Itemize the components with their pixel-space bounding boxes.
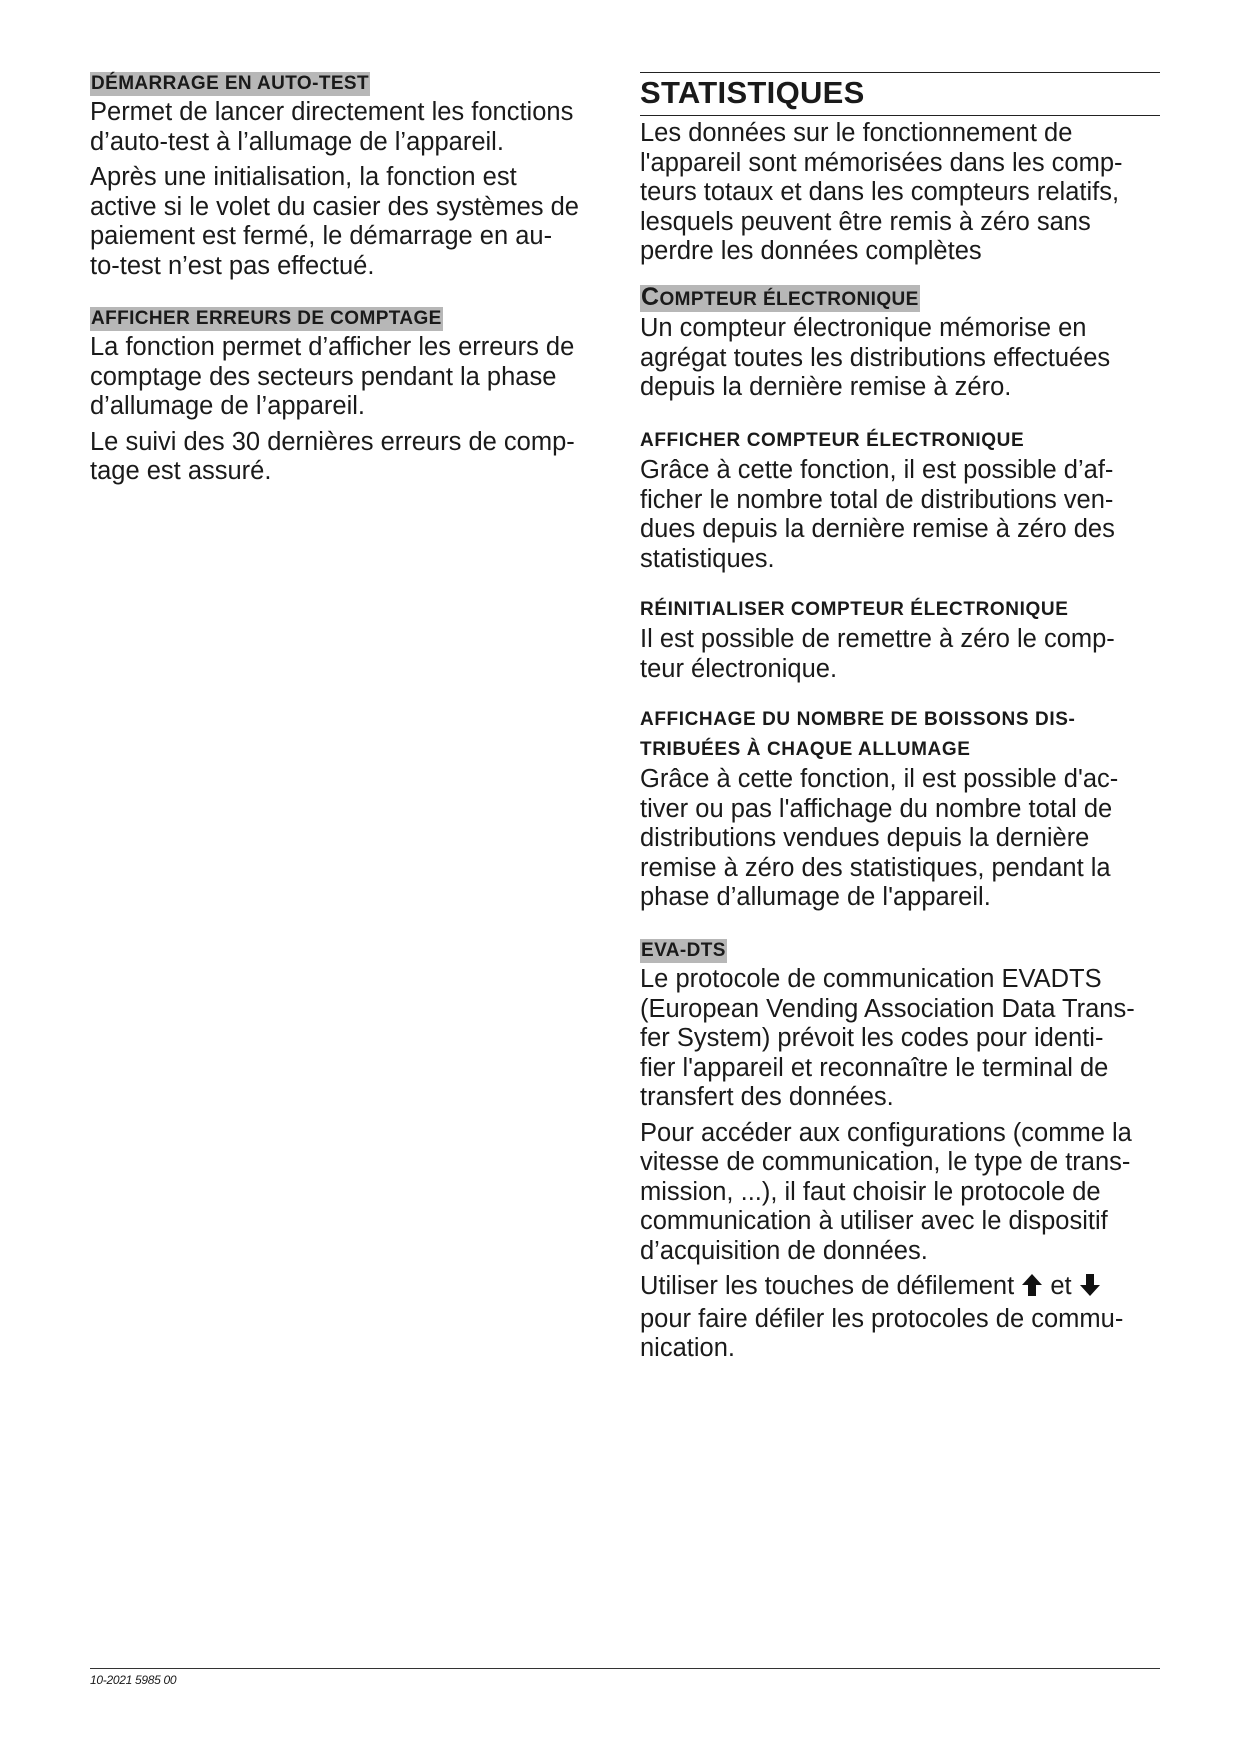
minor-heading: AFFICHER COMPTEUR ÉLECTRONIQUE: [640, 430, 1025, 451]
section-heading: DÉMARRAGE EN AUTO-TEST: [91, 73, 369, 94]
section-autotest: [90, 72, 606, 287]
paragraph: Les données sur le fonctionnement de l'appareil sont mémorisées dans les comp- teurs totaux et dans les compteurs relatifs, lesquels peuvent être remis à zéro sans perdre les données complètes: [640, 119, 1123, 265]
paragraph: Pour accéder aux configurations (comme la vitesse de communication, le type de trans- mission, ...), il faut choisir le protocole de communication à utiliser avec le dispositif d’acquisition de données.: [640, 1118, 1132, 1265]
statistics-intro: [640, 119, 1160, 273]
paragraph: Grâce à cette fonction, il est possible d'ac- tiver ou pas l'affichage du nombre total de distributions vendues depuis la dernière remise à zéro des statistiques, pendant la phase d’allumage de l'appareil.: [640, 765, 1119, 911]
section-errors: [90, 307, 606, 493]
minor-heading: RÉINITIALISER COMPTEUR ÉLECTRONIQUE: [640, 599, 1069, 620]
paragraph: La fonction permet d’afficher les erreurs de comptage des secteurs pendant la phase d’allumage de l’appareil.: [90, 333, 575, 420]
arrow-down-icon: [1079, 1273, 1101, 1305]
arrow-up-icon: [1021, 1273, 1043, 1305]
section-heading: COMPTEUR ÉLECTRONIQUE: [641, 283, 919, 311]
paragraph: Le suivi des 30 dernières erreurs de comp- tage est assuré.: [90, 427, 575, 485]
footer-divider: [90, 1668, 1160, 1669]
section-drinks-display: [640, 705, 1160, 919]
section-heading: AFFICHER ERREURS DE COMPTAGE: [91, 308, 442, 329]
section-show-counter: [640, 426, 1160, 580]
paragraph: Grâce à cette fonction, il est possible d’af- ficher le nombre total de distributions ven- dues depuis la dernière remise à zéro des statistiques.: [640, 456, 1115, 573]
paragraph: Après une initialisation, la fonction est active si le volet du casier des systèmes de paiement est fermé, le démarrage en au- to-test n’est pas effectué.: [90, 163, 579, 280]
document-code: 10-2021 5985 00: [90, 1673, 177, 1687]
paragraph: Le protocole de communication EVADTS (European Vending Association Data Trans- fer System) prévoit les codes pour identi- fier l'appareil et reconnaître le terminal de transfert des données.: [640, 965, 1135, 1111]
section-heading: EVA-DTS: [641, 940, 726, 961]
paragraph: Un compteur électronique mémorise en agrégat toutes les distributions effectuées depuis la dernière remise à zéro.: [640, 314, 1111, 401]
section-electronic-counter: [640, 285, 1160, 409]
minor-heading: AFFICHAGE DU NOMBRE DE BOISSONS DIS- TRIBUÉES À CHAQUE ALLUMAGE: [640, 709, 1076, 760]
paragraph: Utiliser les touches de défilement et pour faire défiler les protocoles de commu- nication.: [640, 1272, 1124, 1362]
paragraph: Il est possible de remettre à zéro le comp- teur électronique.: [640, 625, 1115, 683]
paragraph: Permet de lancer directement les fonctions d’auto-test à l’allumage de l’appareil.: [90, 98, 574, 156]
section-reset-counter: [640, 595, 1160, 690]
section-title-bar: [640, 72, 1160, 116]
section-evadts: [640, 939, 1160, 1370]
page-title: STATISTIQUES: [640, 75, 865, 110]
